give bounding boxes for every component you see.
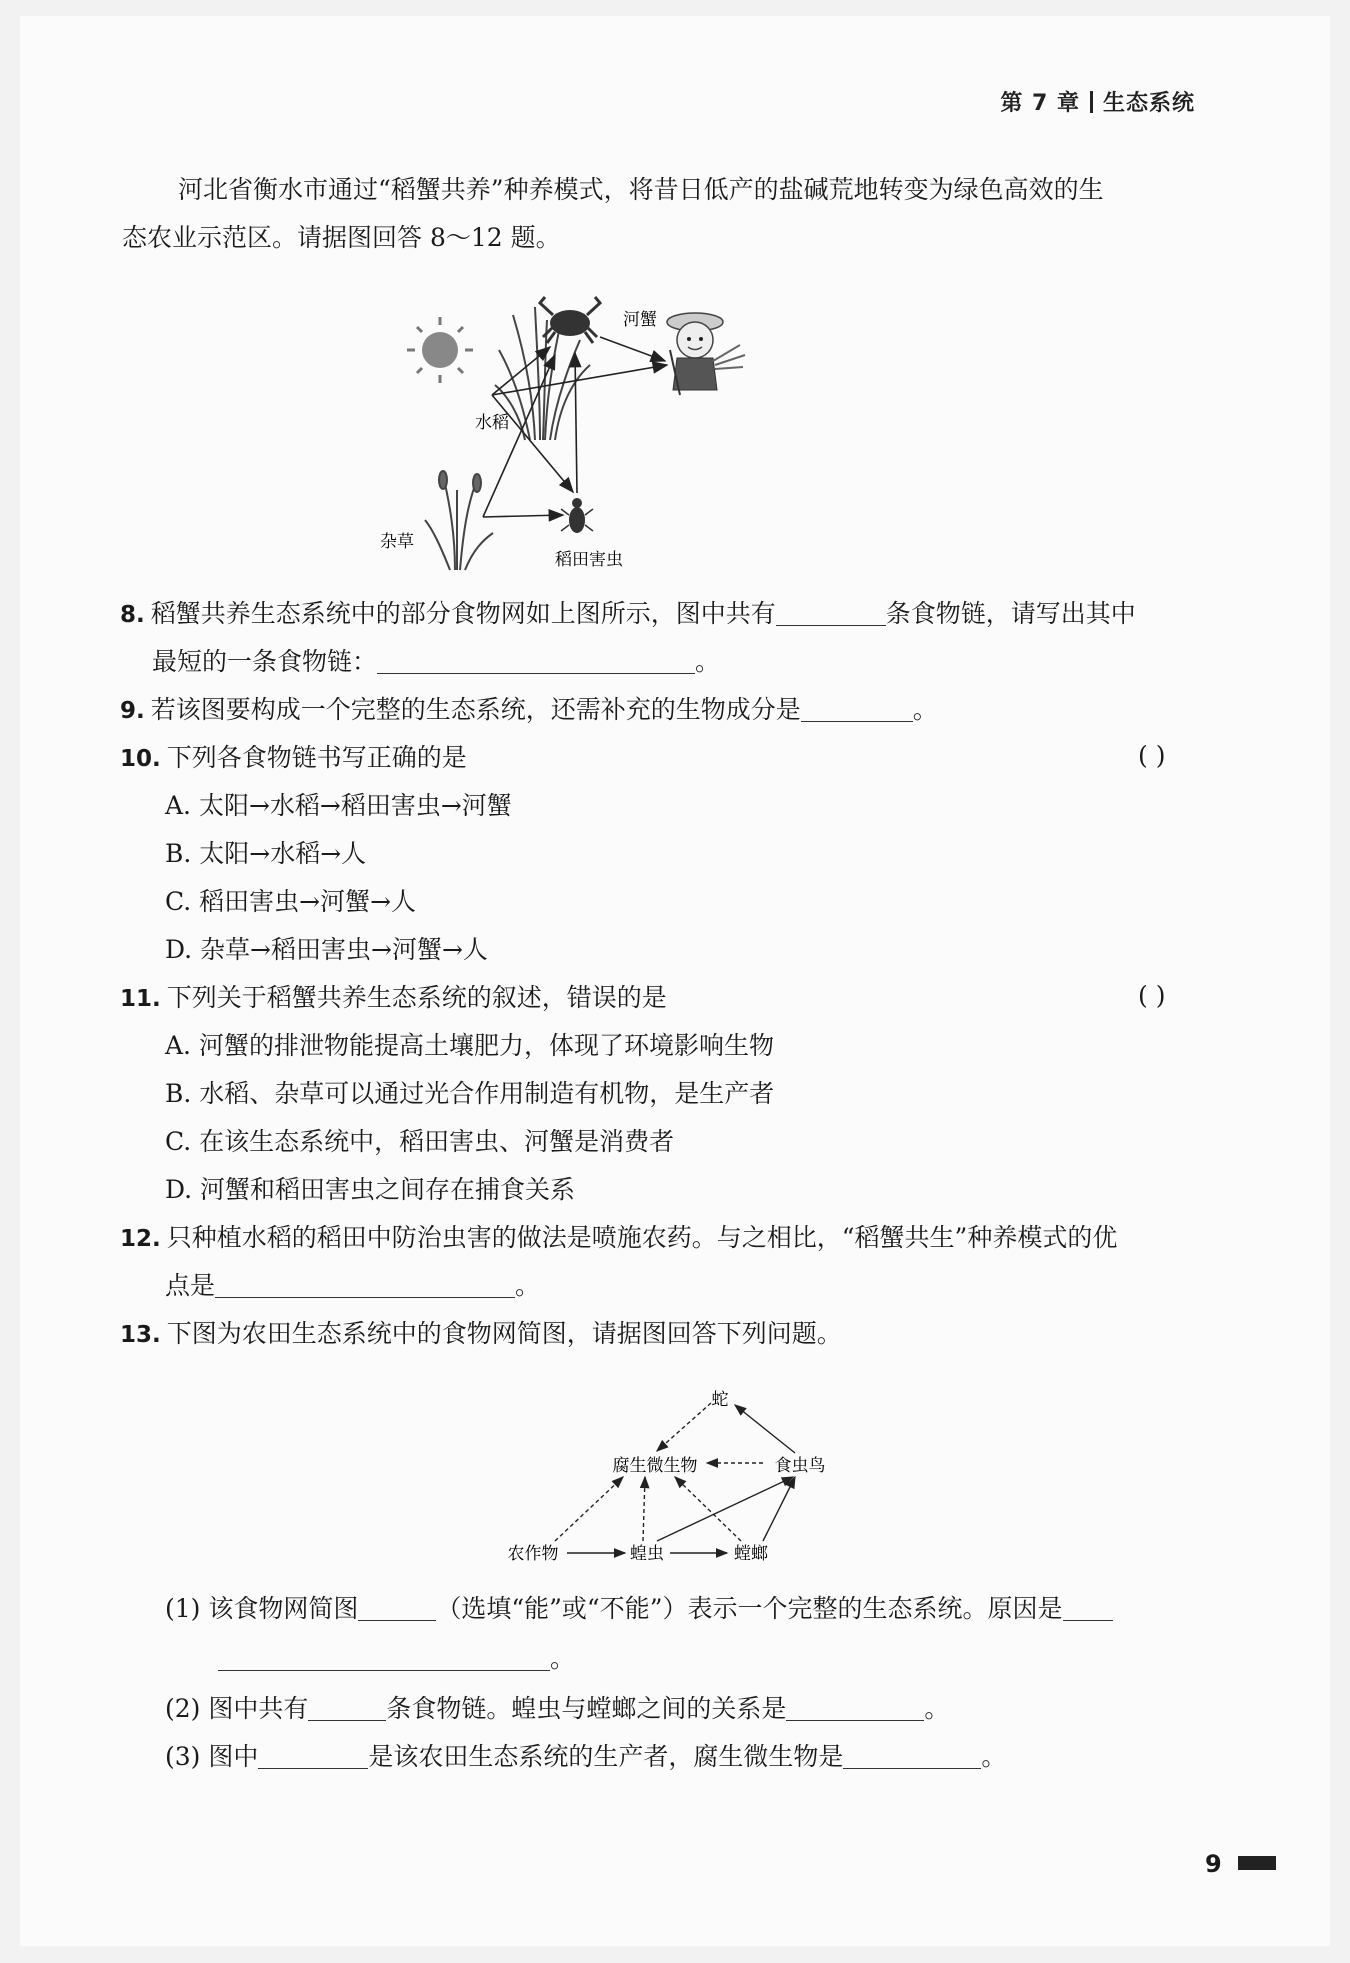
question-9-end: 。 — [912, 695, 938, 724]
chapter-number: 第 7 章 — [1000, 91, 1080, 116]
food-web-figure-1 — [380, 295, 955, 585]
question-13-sub-3-text-b: 是该农田生态系统的生产者，腐生微生物是 — [368, 1742, 844, 1771]
question-10-text: 下列各食物链书写正确的是 — [166, 743, 467, 772]
weed-icon — [425, 471, 493, 570]
question-8-line-2 — [152, 645, 720, 679]
question-13-sub-3-blank-1[interactable] — [258, 1742, 368, 1769]
header-divider — [1090, 91, 1093, 113]
node-snake: 蛇 — [711, 1390, 729, 1410]
question-13-sub-2-end: 。 — [924, 1694, 950, 1723]
intro-line-2: 态农业示范区。请据图回答 8～12 题。 — [122, 223, 561, 252]
question-8-number: 8. — [120, 602, 145, 628]
question-13-sub-2-blank-2[interactable] — [786, 1694, 924, 1721]
sun-icon — [407, 317, 473, 383]
question-11-option-c[interactable]: C. 在该生态系统中，稻田害虫、河蟹是消费者 — [165, 1127, 675, 1156]
question-13-sub-1-blank-1[interactable] — [358, 1594, 436, 1621]
question-11-answer-paren[interactable]: ( ) — [1138, 981, 1166, 1010]
food-web-arrows — [483, 337, 667, 517]
chapter-title: 生态系统 — [1102, 91, 1195, 116]
question-8-text-cont: 条食物链，请写出其中 — [885, 599, 1136, 628]
question-13-sub-1-line-1 — [165, 1592, 1113, 1626]
crab-icon — [540, 297, 600, 343]
question-13-sub-2-blank-1[interactable] — [308, 1694, 386, 1721]
node-decomposer: 腐生微生物 — [612, 1456, 698, 1476]
question-13-sub-1-line-2 — [218, 1642, 575, 1676]
question-8-text-2: 最短的一条食物链： — [152, 647, 378, 676]
question-13 — [120, 1317, 842, 1352]
question-10-answer-paren[interactable]: ( ) — [1138, 741, 1166, 770]
question-11 — [120, 981, 667, 1016]
question-13-number: 13. — [120, 1322, 161, 1348]
question-13-sub-3-end: 。 — [981, 1742, 1007, 1771]
question-13-sub-2-text-b: 条食物链。蝗虫与螳螂之间的关系是 — [386, 1694, 787, 1723]
pest-icon — [561, 498, 593, 533]
label-rice: 水稻 — [475, 413, 509, 433]
question-8-blank-2[interactable] — [377, 647, 695, 674]
question-11-option-a[interactable]: A. 河蟹的排泄物能提高土壤肥力，体现了环境影响生物 — [165, 1031, 774, 1060]
question-10-option-d[interactable]: D. 杂草→稻田害虫→河蟹→人 — [165, 935, 488, 964]
question-9 — [120, 693, 938, 728]
question-9-text: 若该图要构成一个完整的生态系统，还需补充的生物成分是 — [150, 695, 801, 724]
food-web-2-arrows — [555, 1403, 795, 1553]
question-10-option-c[interactable]: C. 稻田害虫→河蟹→人 — [165, 887, 417, 916]
node-locust: 蝗虫 — [630, 1544, 664, 1564]
question-11-text: 下列关于稻蟹共养生态系统的叙述，错误的是 — [166, 983, 667, 1012]
question-9-blank[interactable] — [801, 695, 913, 722]
question-11-number: 11. — [120, 986, 161, 1012]
food-web-figure-2 — [495, 1375, 855, 1575]
node-insectivorous-bird: 食虫鸟 — [774, 1456, 826, 1476]
question-13-sub-3 — [165, 1740, 1006, 1774]
question-10-option-a[interactable]: A. 太阳→水稻→稻田害虫→河蟹 — [165, 791, 512, 820]
label-weed: 杂草 — [380, 532, 414, 552]
question-13-sub-2 — [165, 1692, 949, 1726]
question-8-line-1 — [120, 597, 1136, 632]
question-8-blank-1[interactable] — [776, 599, 886, 626]
label-pest: 稻田害虫 — [555, 550, 623, 570]
chapter-header — [1000, 86, 1195, 117]
label-crab: 河蟹 — [623, 310, 657, 330]
question-13-sub-2-text: (2) 图中共有 — [165, 1694, 309, 1723]
question-13-sub-1-text-b: （选填“能”或“不能”）表示一个完整的生态系统。原因是 — [436, 1594, 1063, 1623]
question-13-sub-3-text: (3) 图中 — [165, 1742, 259, 1771]
question-11-option-d[interactable]: D. 河蟹和稻田害虫之间存在捕食关系 — [165, 1175, 576, 1204]
page-number-bar — [1238, 1856, 1276, 1870]
question-12-number: 12. — [120, 1226, 161, 1252]
question-9-number: 9. — [120, 698, 145, 724]
page-number: 9 — [1205, 1850, 1222, 1878]
question-8-end: 。 — [695, 647, 721, 676]
question-12-line-2 — [165, 1269, 540, 1303]
question-13-sub-1-text: (1) 该食物网简图 — [165, 1594, 359, 1623]
farmer-icon — [667, 313, 745, 395]
question-13-sub-1-blank-3[interactable] — [218, 1644, 550, 1671]
question-13-text: 下图为农田生态系统中的食物网简图，请据图回答下列问题。 — [166, 1319, 842, 1348]
question-12-text-2: 点是 — [165, 1271, 216, 1300]
question-8-text: 稻蟹共养生态系统中的部分食物网如上图所示，图中共有 — [150, 599, 776, 628]
node-mantis: 螳螂 — [734, 1544, 768, 1564]
intro-line-1: 河北省衡水市通过“稻蟹共养”种养模式，将昔日低产的盐碱荒地转变为绿色高效的生 — [178, 175, 1104, 204]
question-13-sub-1-blank-2[interactable] — [1063, 1594, 1113, 1621]
question-10-option-b[interactable]: B. 太阳→水稻→人 — [165, 839, 367, 868]
node-crop: 农作物 — [507, 1544, 559, 1564]
question-11-option-b[interactable]: B. 水稻、杂草可以通过光合作用制造有机物，是生产者 — [165, 1079, 775, 1108]
question-12-line-1 — [120, 1221, 1117, 1256]
question-10-number: 10. — [120, 746, 161, 772]
question-12-text: 只种植水稻的稻田中防治虫害的做法是喷施农药。与之相比，“稻蟹共生”种养模式的优 — [166, 1223, 1118, 1252]
question-13-sub-3-blank-2[interactable] — [843, 1742, 981, 1769]
question-12-end: 。 — [515, 1271, 541, 1300]
question-12-blank[interactable] — [215, 1271, 515, 1298]
question-13-sub-1-end: 。 — [550, 1644, 576, 1673]
question-10 — [120, 741, 467, 776]
